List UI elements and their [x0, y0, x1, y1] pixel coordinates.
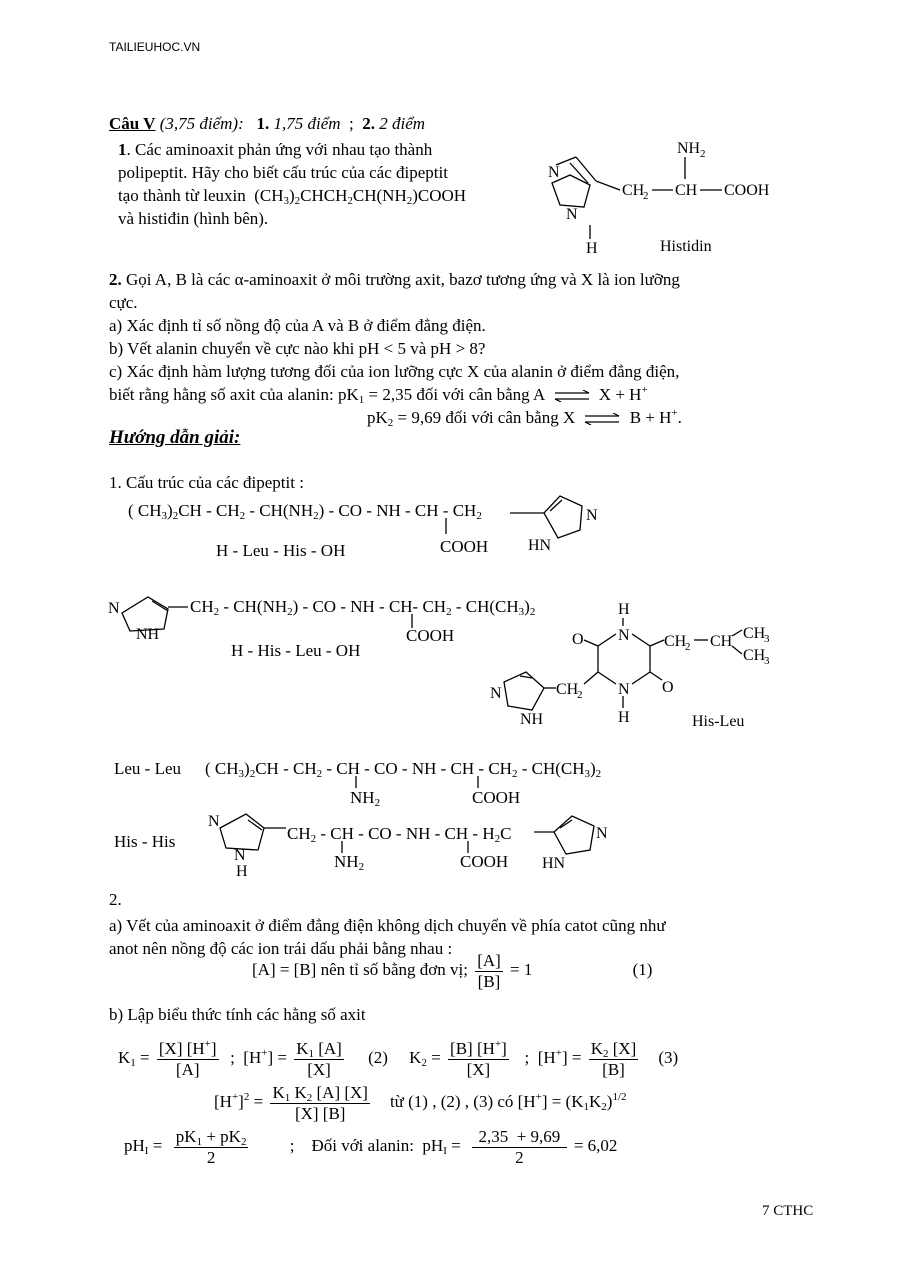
hishis-cooh: COOH — [460, 852, 509, 871]
part2-b: b) Vết alanin chuyển về cực nào khi pH < 5 và pH > 8? — [109, 339, 486, 358]
part2-points: 2 điểm — [379, 114, 426, 133]
equation-k1-k2: $K_1$ = $\frac{[X] [H^+]}{[A]}$ ; [H+] = $\frac{K_1 [A]}{[X]}$ (2) $K_2$ = $\frac{[B] [H^+]}{[X]}$ ; [H+] = $\frac{K_2 [X]}{[B]}$ (3) — [118, 1037, 679, 1079]
question-points: (3,75 điểm): — [159, 114, 244, 133]
alanin-label: Đối với alanin: — [311, 1136, 414, 1155]
imidazole-ring — [200, 804, 300, 880]
svg-text:H: H — [618, 709, 630, 726]
question-title: Câu V — [109, 114, 156, 133]
part1-line: và histiđin (hình bên). — [118, 209, 269, 228]
svg-text:CH: CH — [556, 681, 579, 698]
svg-text:COOH: COOH — [724, 182, 770, 199]
leucine-formula: $(CH_3)_2CHCH_2CH(NH_2)COOH$ — [254, 186, 467, 207]
cyclic-his-leu-structure — [480, 596, 790, 736]
solution-2a-line: a) Vết của aminoaxit ở điểm đẳng điện không dịch chuyển về phía catot cũng như — [109, 916, 666, 935]
hishis-nh2: $NH_2$ — [334, 852, 365, 873]
solution-2a-equation: [A] = [B] nên tỉ số bằng đơn vị; $\frac{[A]}{[B]}$ = 1 (1) — [252, 950, 653, 991]
svg-text:CH: CH — [622, 182, 645, 199]
svg-text:N: N — [586, 507, 598, 524]
svg-text:2: 2 — [643, 190, 649, 202]
leuleu-nh2: $NH_2$ — [350, 788, 381, 809]
solution-heading: Hướng dẫn giải: — [109, 427, 241, 448]
svg-text:H: H — [618, 601, 630, 618]
cyclic-his-leu-label: His-Leu — [692, 713, 745, 730]
svg-text:H: H — [236, 863, 248, 880]
svg-text:2: 2 — [700, 148, 706, 160]
svg-text:N: N — [618, 681, 630, 698]
equation-number: (2) — [368, 1048, 388, 1067]
svg-text:NH: NH — [520, 711, 544, 728]
part2-label: 2. — [362, 114, 376, 133]
leuleu-label: Leu - Leu — [114, 759, 182, 778]
site-header: TAILIEUHOC.VN — [109, 40, 201, 54]
separator: ; — [349, 114, 354, 133]
svg-text:CH: CH — [743, 625, 766, 642]
svg-text:O: O — [662, 679, 674, 696]
svg-text:N: N — [566, 206, 578, 223]
svg-text:N: N — [108, 600, 120, 617]
dipeptide1-cooh: COOH — [440, 537, 489, 556]
svg-text:CH: CH — [710, 633, 733, 650]
equation-number: (1) — [632, 960, 653, 979]
part2-c-line3: $pK_2 = 9,69$ đối với cân bằng X B + H+. — [367, 407, 682, 429]
part1-number: 1 — [118, 140, 127, 159]
svg-text:CH: CH — [675, 182, 698, 199]
equation-ph: $pH_I$ = $\frac{pK_1 + pK_2}{2}$ ; Đối với alanin: $pH_I$ = $\frac{2,35 + 9,69}{2}$ = 6,02 — [124, 1126, 618, 1167]
dipeptide2-chain: $CH_2 - CH(NH_2)$ - CO - NH - CH- $CH_2 - CH(CH_3)_2$ — [190, 597, 536, 618]
svg-text:NH: NH — [136, 626, 160, 643]
part1-label: 1. — [256, 114, 270, 133]
bond — [440, 518, 460, 538]
part2-c-line2: biết rằng hằng số axit của alanin: $pK_1 = 2,35$ đối với cân bằng A X + H+ — [109, 384, 648, 406]
part1-line: . Các aminoaxit phản ứng với nhau tạo thành — [126, 140, 433, 159]
hishis-chain: $CH_2$ - CH - CO - NH - CH - $H_2C$ — [287, 824, 512, 845]
svg-text:H: H — [586, 240, 598, 257]
dipeptide1-chain: ( $CH_3)_2CH - CH_2 - CH(NH_2)$ - CO - NH - CH - $CH_2$ — [128, 501, 482, 522]
dipeptide2-name: H - His - Leu - OH — [231, 641, 361, 660]
svg-text:O: O — [572, 631, 584, 648]
svg-text:N: N — [208, 813, 220, 830]
dipeptide1-name: H - Leu - His - OH — [216, 541, 346, 560]
page-footer: 7 CTHC — [762, 1203, 814, 1219]
part2-c: c) Xác định hàm lượng tương đối của ion lưỡng cực X của alanin ở điểm đẳng điện, — [109, 362, 680, 381]
part1-line: polipeptit. Hãy cho biết cấu trúc của các đipeptit — [118, 163, 448, 182]
svg-text:N: N — [548, 164, 560, 181]
svg-text:2: 2 — [685, 641, 691, 653]
part2-number: 2. — [109, 270, 122, 289]
svg-text:CH: CH — [743, 647, 766, 664]
dipeptide2-cooh: COOH — [406, 626, 455, 645]
svg-text:2: 2 — [577, 689, 583, 701]
svg-text:N: N — [490, 685, 502, 702]
histidine-label: Histidin — [660, 238, 712, 255]
leuleu-cooh: COOH — [472, 788, 521, 807]
alanin-result: = 6,02 — [573, 1136, 618, 1155]
svg-text:3: 3 — [764, 633, 770, 645]
equation-number: (3) — [658, 1048, 679, 1067]
equation-h-squared: $[H^+]^2$ = $\frac{K_1 K_2 [A] [X]}{[X] [B]}$ từ (1) , (2) , (3) có $[H^+] = (K_1K_2)^{1/2}$ — [214, 1082, 627, 1123]
part1-text — [118, 138, 466, 230]
svg-text:CH: CH — [664, 633, 687, 650]
part2-line: cực. — [109, 293, 138, 312]
svg-text:HN: HN — [542, 855, 566, 872]
part2-line: Gọi A, B là các α-aminoaxit ở môi trường axit, bazơ tương ứng và X là ion lưỡng — [121, 270, 680, 289]
part2-a: a) Xác định tỉ số nồng độ của A và B ở điểm đẳng điện. — [109, 316, 486, 335]
svg-text:NH: NH — [677, 140, 701, 157]
svg-text:3: 3 — [764, 655, 770, 667]
equation-text: [A] = [B] nên tỉ số bằng đơn vị; — [252, 960, 468, 979]
leuleu-chain: ( $CH_3)_2CH - CH_2$ - CH - CO - NH - CH - $CH_2 - CH(CH_3)_2$ — [205, 759, 602, 780]
imidazole-ring — [510, 488, 610, 558]
svg-text:N: N — [618, 627, 630, 644]
solution-2a-line: anot nên nồng độ các ion trái dấu phải bằng nhau : — [109, 939, 453, 958]
fraction-a-over-b: $\frac{[A]}{[B]}$ — [477, 950, 501, 991]
part2-text — [109, 268, 682, 429]
imidazole-ring — [534, 808, 624, 878]
solution-2-number: 2. — [109, 890, 122, 909]
svg-text:N: N — [596, 825, 608, 842]
imidazole-ring — [108, 585, 198, 655]
hishis-label: His - His — [114, 832, 176, 851]
solution-1-intro: 1. Cấu trúc của các đipeptit : — [109, 473, 304, 492]
part1-points: 1,75 điểm — [273, 114, 341, 133]
question-title-line — [109, 114, 425, 134]
svg-text:HN: HN — [528, 537, 552, 554]
svg-text:N: N — [234, 847, 246, 864]
solution-2b: b) Lập biểu thức tính các hằng số axit — [109, 1005, 366, 1024]
histidine-structure — [540, 135, 800, 260]
part1-line: tạo thành từ leuxin — [118, 186, 246, 205]
